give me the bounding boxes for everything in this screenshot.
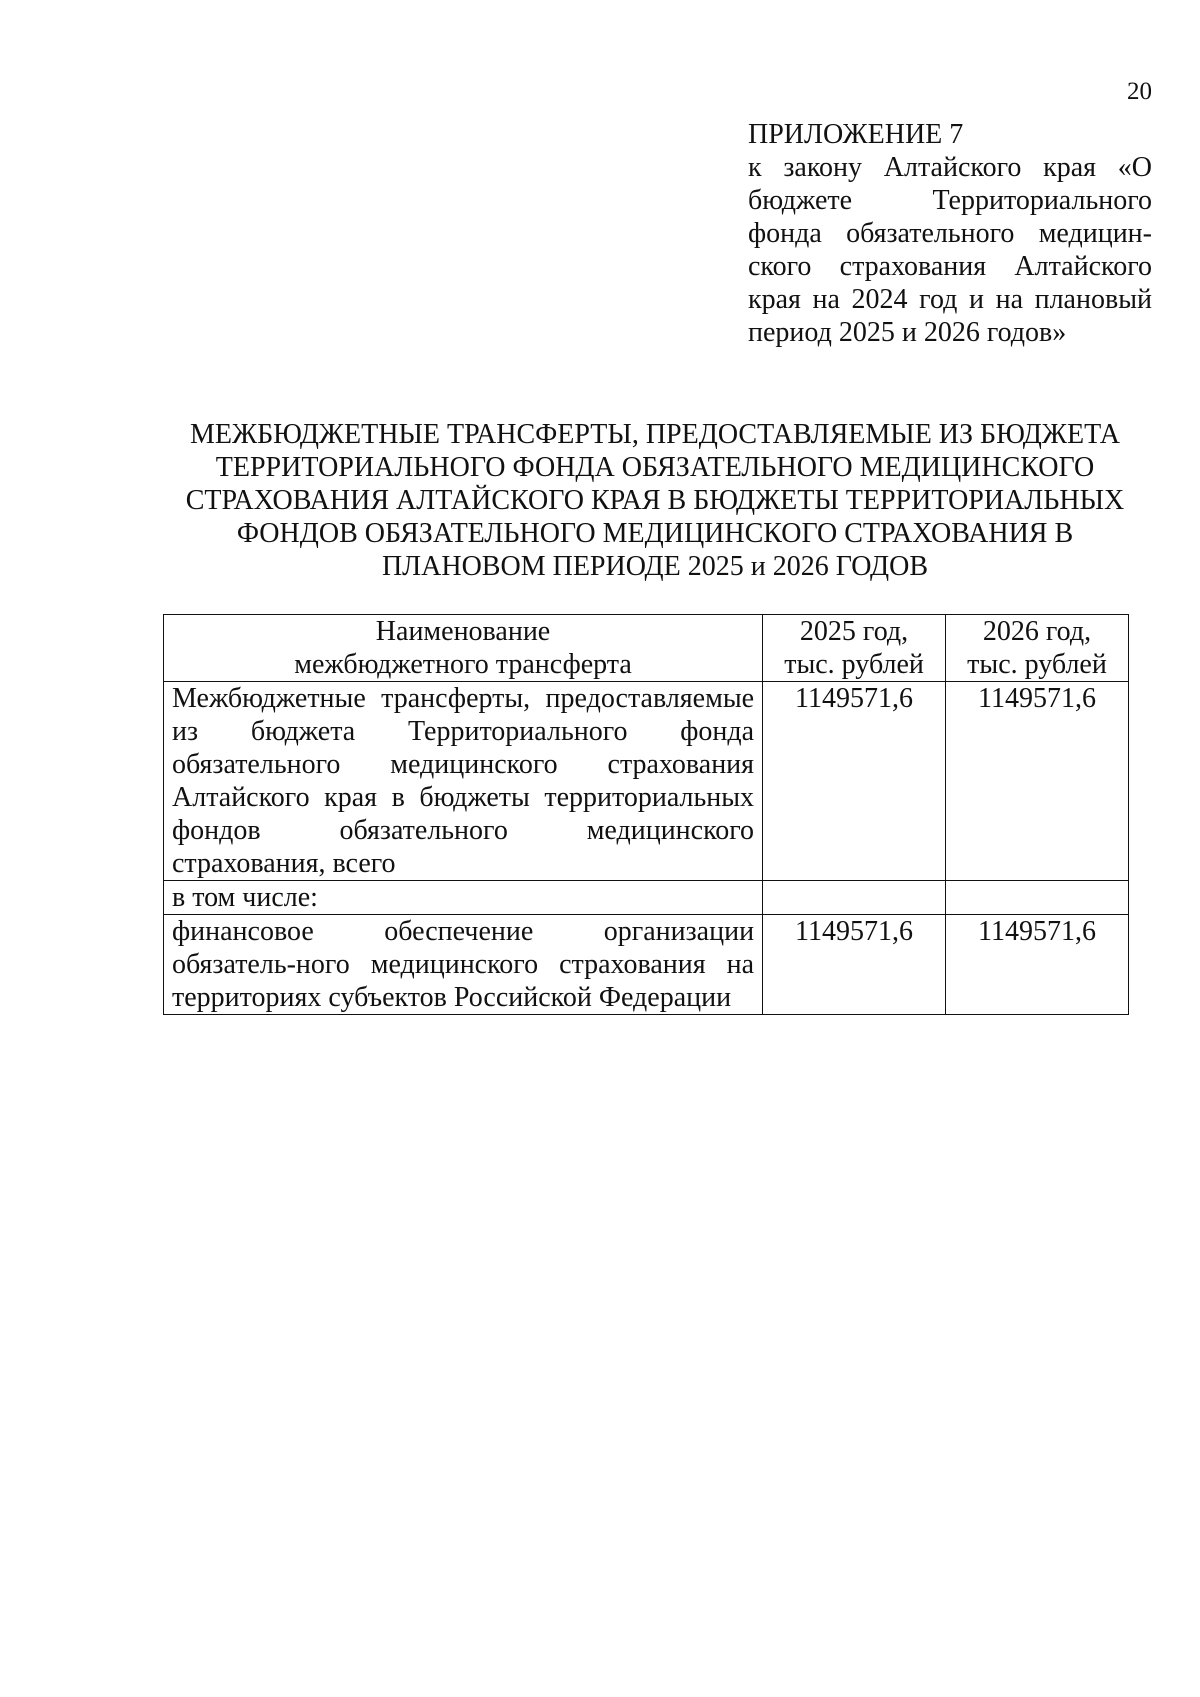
row-name: Межбюджетные трансферты, предоставляемые из бюджета Территориального фонда обязательного медицинского страхования Алтайского края в бюджеты территориальных фондов обязательного медицинского страхования, всего (164, 682, 763, 881)
table-row (164, 682, 1129, 881)
header-name-line2: межбюджетного трансферта (294, 649, 632, 680)
row-name: финансовое обеспечение организации обязатель-ного медицинского страхования на территориях субъектов Российской Федерации (164, 915, 763, 1015)
document-title: МЕЖБЮДЖЕТНЫЕ ТРАНСФЕРТЫ, ПРЕДОСТАВЛЯЕМЫЕ ИЗ БЮДЖЕТА ТЕРРИТОРИАЛЬНОГО ФОНДА ОБЯЗАТЕЛЬНОГО МЕДИЦИНСКОГО СТРАХОВАНИЯ АЛТАЙСКОГО КРАЯ В БЮДЖЕТЫ ТЕРРИТОРИАЛЬНЫХ ФОНДОВ ОБЯЗАТЕЛЬНОГО МЕДИЦИНСКОГО СТРАХОВАНИЯ В ПЛАНОВОМ ПЕРИОДЕ 2025 и 2026 ГОДОВ (185, 419, 1125, 582)
header-2026-line1: 2026 год, (982, 616, 1092, 647)
table-row (164, 881, 1129, 915)
table-header-row (164, 615, 1129, 682)
appendix-block (748, 118, 1152, 349)
appendix-title: ПРИЛОЖЕНИЕ 7 (748, 119, 964, 150)
table-row (164, 915, 1129, 1015)
appendix-text: к закону Алтайского края «О бюджете Территориального фонда обязательного медицин-ского страхования Алтайского края на 2024 год и на плановый период 2025 и 2026 годов» (748, 152, 1152, 348)
header-name (164, 615, 763, 682)
row-value-2025: 1149571,6 (763, 915, 946, 1015)
header-2026-line2: тыс. рублей (967, 649, 1107, 680)
row-value-2026: 1149571,6 (946, 915, 1129, 1015)
row-name: в том числе: (164, 881, 763, 915)
header-2025-line1: 2025 год, (799, 616, 909, 647)
transfers-table (163, 614, 1129, 1015)
header-2025-line2: тыс. рублей (784, 649, 924, 680)
header-2026 (946, 615, 1129, 682)
header-2025 (763, 615, 946, 682)
row-value-2026 (946, 881, 1129, 915)
row-value-2026: 1149571,6 (946, 682, 1129, 881)
header-name-line1: Наименование (375, 616, 551, 647)
row-value-2025 (763, 881, 946, 915)
page-number: 20 (1127, 78, 1152, 105)
row-value-2025: 1149571,6 (763, 682, 946, 881)
